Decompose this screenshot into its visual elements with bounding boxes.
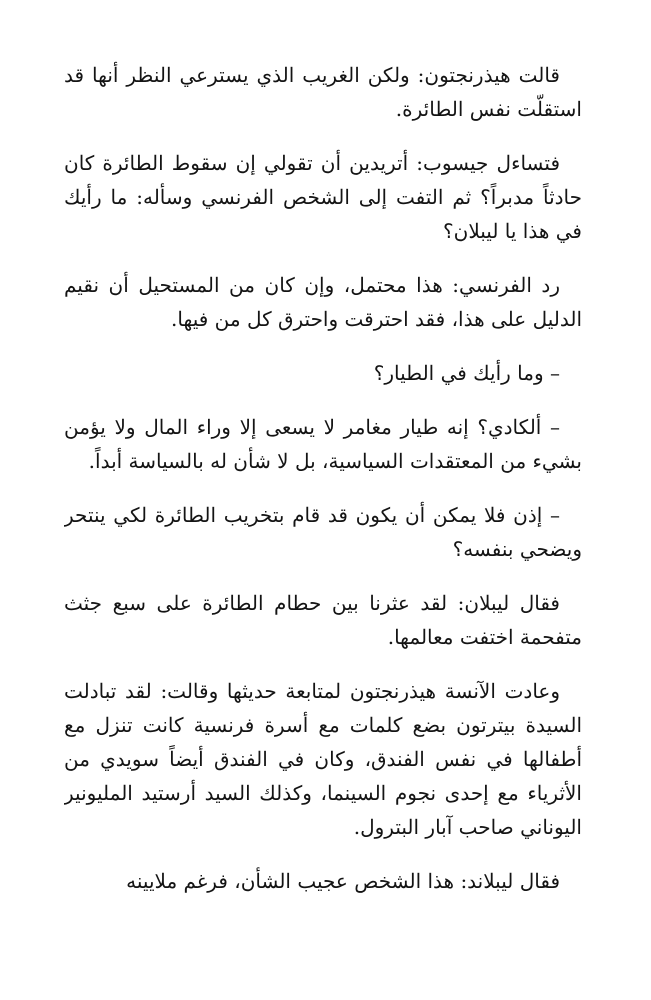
paragraph-2: فتساءل جيسوب: أتريدين أن تقولي إن سقوط الطائرة كان حادثاً مدبراً؟ ثم التفت إلى الشخص الفرنسي وسأله: ما رأيك في هذا يا ليبلان؟ — [64, 151, 582, 243]
paragraph-4: – وما رأيك في الطيار؟ — [373, 361, 560, 385]
paragraph-9: فقال ليبلاند: هذا الشخص عجيب الشأن، فرغم ملايينه — [126, 869, 560, 893]
paragraph-5: – ألكادي؟ إنه طيار مغامر لا يسعى إلا وراء المال ولا يؤمن بشيء من المعتقدات السياسية، بل لا شأن له بالسياسة أبداً. — [64, 415, 582, 473]
paragraph-6: – إذن فلا يمكن أن يكون قد قام بتخريب الطائرة لكي ينتحر ويضحي بنفسه؟ — [64, 503, 582, 561]
paragraph-8: وعادت الآنسة هيذرنجتون لمتابعة حديثها وقالت: لقد تبادلت السيدة بيترتون بضع كلمات مع أسرة فرنسية كانت تنزل مع أطفالها في نفس الفندق، وكان في الفندق أيضاً سويدي من الأثرياء مع إحدى نجوم السينما، وكذلك السيد أرستيد المليونير اليوناني صاحب آبار البترول. — [64, 679, 582, 839]
paragraph-7: فقال ليبلان: لقد عثرنا بين حطام الطائرة على سبع جثث متفحمة اختفت معالمها. — [64, 591, 582, 649]
paragraph-1: قالت هيذرنجتون: ولكن الغريب الذي يسترعي النظر أنها قد استقلّت نفس الطائرة. — [64, 63, 582, 121]
book-page — [64, 58, 582, 1000]
paragraph-3: رد الفرنسي: هذا محتمل، وإن كان من المستحيل أن نقيم الدليل على هذا، فقد احترقت واحترق كل من فيها. — [64, 273, 582, 331]
